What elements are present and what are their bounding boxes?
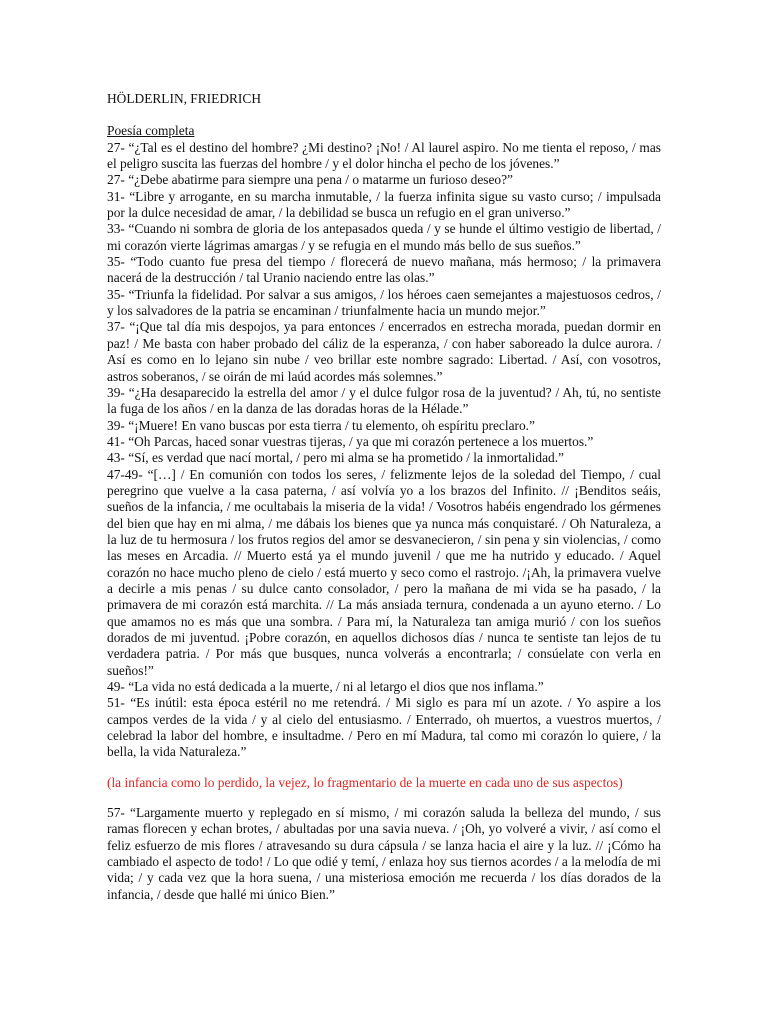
quote-entry: 27- “¿Tal es el destino del hombre? ¿Mi destino? ¡No! / Al laurel aspiro. No me tienta el reposo, / mas el peligro suscita las fuerzas del hombre / y el dolor hincha el pecho de los jóvenes.” bbox=[107, 139, 661, 172]
quote-entry: 49- “La vida no está dedicada a la muerte, / ni al letargo el dios que nos inflama.” bbox=[107, 679, 544, 695]
quote-entry: 57- “Largamente muerto y replegado en sí mismo, / mi corazón saluda la belleza del mundo, / sus ramas florecen y echan brotes, / abultadas por una savia nueva. / ¡Oh, yo volveré a vivir, / así como el feliz esfuerzo de mis flores / atravesando su dura cápsula / se lanza hacia el aire y la luz. // ¡Cómo ha cambiado el aspecto de todo! / Lo que odié y temí, / enlaza hoy sus tiernos acordes / a la melodía de mi vida; / y cada vez que la hora suena, / una misteriosa emoción me recuerda / los días dorados de la infancia, / desde que hallé mi único Bien.” bbox=[107, 805, 661, 902]
author-heading: HÖLDERLIN, FRIEDRICH bbox=[107, 91, 261, 106]
quote-entry: 41- “Oh Parcas, haced sonar vuestras tijeras, / ya que mi corazón pertenece a los muertos.” bbox=[107, 433, 594, 449]
document-page bbox=[107, 91, 661, 903]
quote-entry: 39- “¿Ha desaparecido la estrella del amor / y el dulce fulgor rosa de la juventud? / Ah, tú, no sentiste la fuga de los años / en la danza de las doradas horas de la Hélade.” bbox=[107, 384, 661, 417]
quote-entry: 47-49- “[…] / En comunión con todos los seres, / felizmente lejos de la soledad del Tiempo, / cual peregrino que vuelve a la casa paterna, / así volvía yo a los brazos del Infinito. // ¡Benditos seáis, sueños de la infancia, / me ocultabais la miseria de la vida! / Vosotros habéis engendrado los gérmenes del bien que hay en mi alma, / me dábais los bienes que ya nunca más conquistaré. / Oh Naturaleza, a la luz de tu hermosura / los frutos regios del amor se desvanecieron, / sin pena y sin violencias, / como las meses en Arcadia. // Muerto está ya el mundo juvenil / que me ha nutrido y educado. / Aquel corazón no hace mucho pleno de cielo / está muerto y seco como el rastrojo. /¡Ah, la primavera vuelve a decirle a mis penas / su dulce canto consolador, / pero la mañana de mi vida se ha pasado, / la primavera de mi corazón está marchita. // La más ansiada ternura, condenada a un ayuno eterno. / Lo que amamos no es más que una sombra. / Para mí, la Naturaleza tan amiga murió / con los sueños dorados de mi juventud. ¡Pobre corazón, en aquellos dichosos días / nunca te sentiste tan lejos de tu verdadera patria. / Por más que busques, nunca volverás a encontrarla; / consúelate con verla en sueños!” bbox=[107, 466, 661, 678]
quote-entry: 51- “Es inútil: esta época estéril no me retendrá. / Mi siglo es para mí un azote. / Yo aspire a los campos verdes de la vida / y al cielo del entusiasmo. / Enterrado, oh muertos, a vuestros muertos, / celebrad la labor del hombre, e insultadme. / Pero en mí Madura, tal como mi corazón lo quiere, / la bella, la vida Naturaleza.” bbox=[107, 695, 661, 760]
quote-entry: 27- “¿Debe abatirme para siempre una pena / o matarme un furioso deseo?” bbox=[107, 172, 514, 188]
quote-entry: 33- “Cuando ni sombra de gloria de los antepasados queda / y se hunde el último vestigio de libertad, / mi corazón vierte lágrimas amargas / y se refugia en el mundo más bello de sus sueños.” bbox=[107, 221, 661, 253]
quote-entry: 43- “Sí, es verdad que nací mortal, / pero mi alma se ha prometido / la inmortalidad.” bbox=[107, 450, 565, 466]
quote-entry: 37- “¡Que tal día mis despojos, ya para entonces / encerrados en estrecha morada, puedan dormir en paz! / Me basta con haber probado del cáliz de la esperanza, / con haber saboreado la dulce aurora. / Así es como en lo lejano sin nube / veo brillar este nombre sagrado: Libertad. / Así, con vosotros, astros soberanos, / se oirán de mi laúd acordes más solemnes.” bbox=[107, 319, 661, 384]
quote-entry: 35- “Triunfa la fidelidad. Por salvar a sus amigos, / los héroes caen semejantes a majestuosos cedros, / y los salvadores de la patria se encaminan / triunfalmente hacia un mundo mejor.” bbox=[107, 286, 661, 319]
annotation-note: (la infancia como lo perdido, la vejez, lo fragmentario de la muerte en cada uno de sus aspectos) bbox=[107, 774, 623, 790]
quote-entry: 39- “¡Muere! En vano buscas por esta tierra / tu elemento, oh espíritu preclaro.” bbox=[107, 417, 535, 433]
work-title: Poesía completa bbox=[107, 123, 195, 139]
quote-entry: 35- “Todo cuanto fue presa del tiempo / florecerá de nuevo mañana, más hermoso; / la primavera nacerá de la destrucción / tal Uranio naciendo entre las olas.” bbox=[107, 254, 661, 286]
quote-entry: 31- “Libre y arrogante, en su marcha inmutable, / la fuerza infinita sigue su vasto curso; / impulsada por la dulce necesidad de amar, / la debilidad se busca un refugio en el gran universo.” bbox=[107, 188, 661, 221]
